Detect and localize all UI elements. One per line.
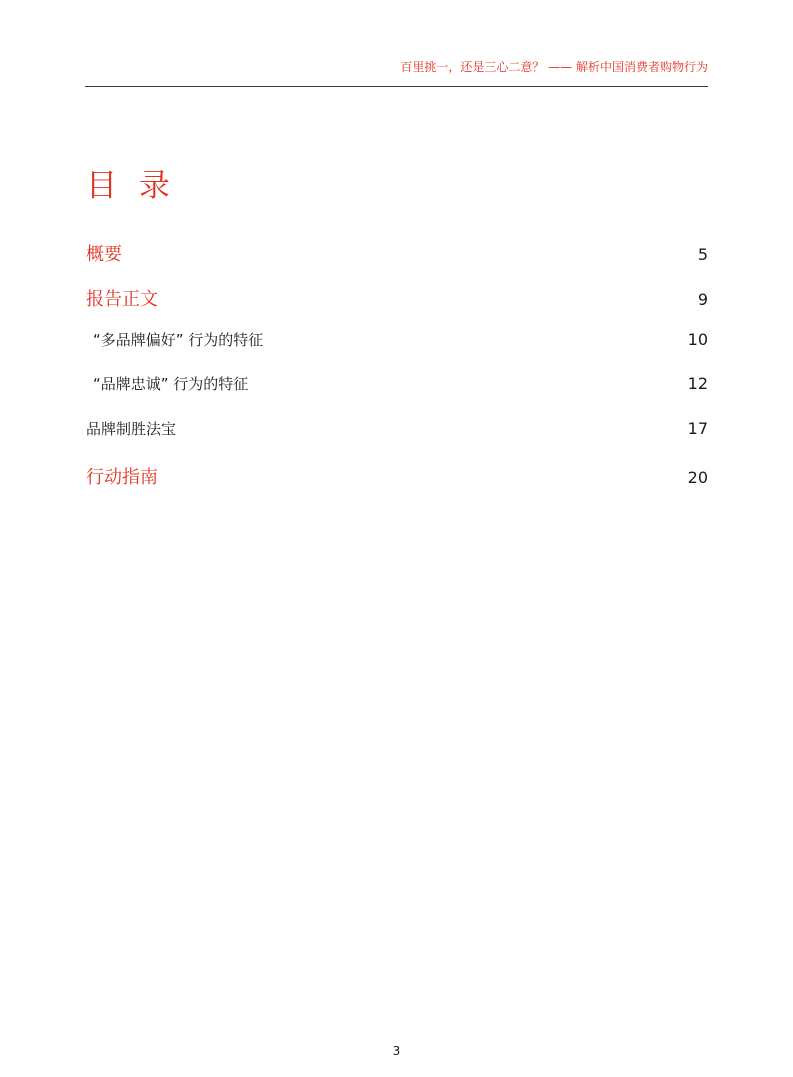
toc-entry-label: “品牌忠诚” 行为的特征 xyxy=(93,375,249,393)
toc-entry-label: “多品牌偏好” 行为的特征 xyxy=(93,331,264,349)
page-number: 3 xyxy=(392,1044,401,1058)
toc-entry-page: 10 xyxy=(687,330,708,349)
toc-entry-page: 20 xyxy=(687,468,708,487)
toc-entry-page: 17 xyxy=(687,419,708,438)
toc-title: 目 录 xyxy=(86,168,176,204)
toc-entry-summary[interactable] xyxy=(86,240,708,266)
toc-entry-label: 品牌制胜法宝 xyxy=(86,420,177,438)
toc-entry-page: 5 xyxy=(697,245,708,264)
toc-entry-label: 行动指南 xyxy=(86,467,158,488)
header-divider xyxy=(85,86,708,87)
toc-entry-page: 12 xyxy=(687,374,708,393)
toc-entry-brand-strategy[interactable] xyxy=(86,418,708,439)
toc-entry-label: 报告正文 xyxy=(86,289,158,310)
toc-entry-action-guide[interactable] xyxy=(86,463,708,489)
toc-entry-report-body[interactable] xyxy=(86,285,708,311)
toc-entry-multi-brand[interactable] xyxy=(86,329,708,350)
toc-entry-brand-loyalty[interactable] xyxy=(86,373,708,394)
running-header: 百里挑一，还是三心二意？ —— 解析中国消费者购物行为 xyxy=(400,60,708,74)
toc-entry-label: 概要 xyxy=(86,244,122,265)
toc-entry-page: 9 xyxy=(697,290,708,309)
